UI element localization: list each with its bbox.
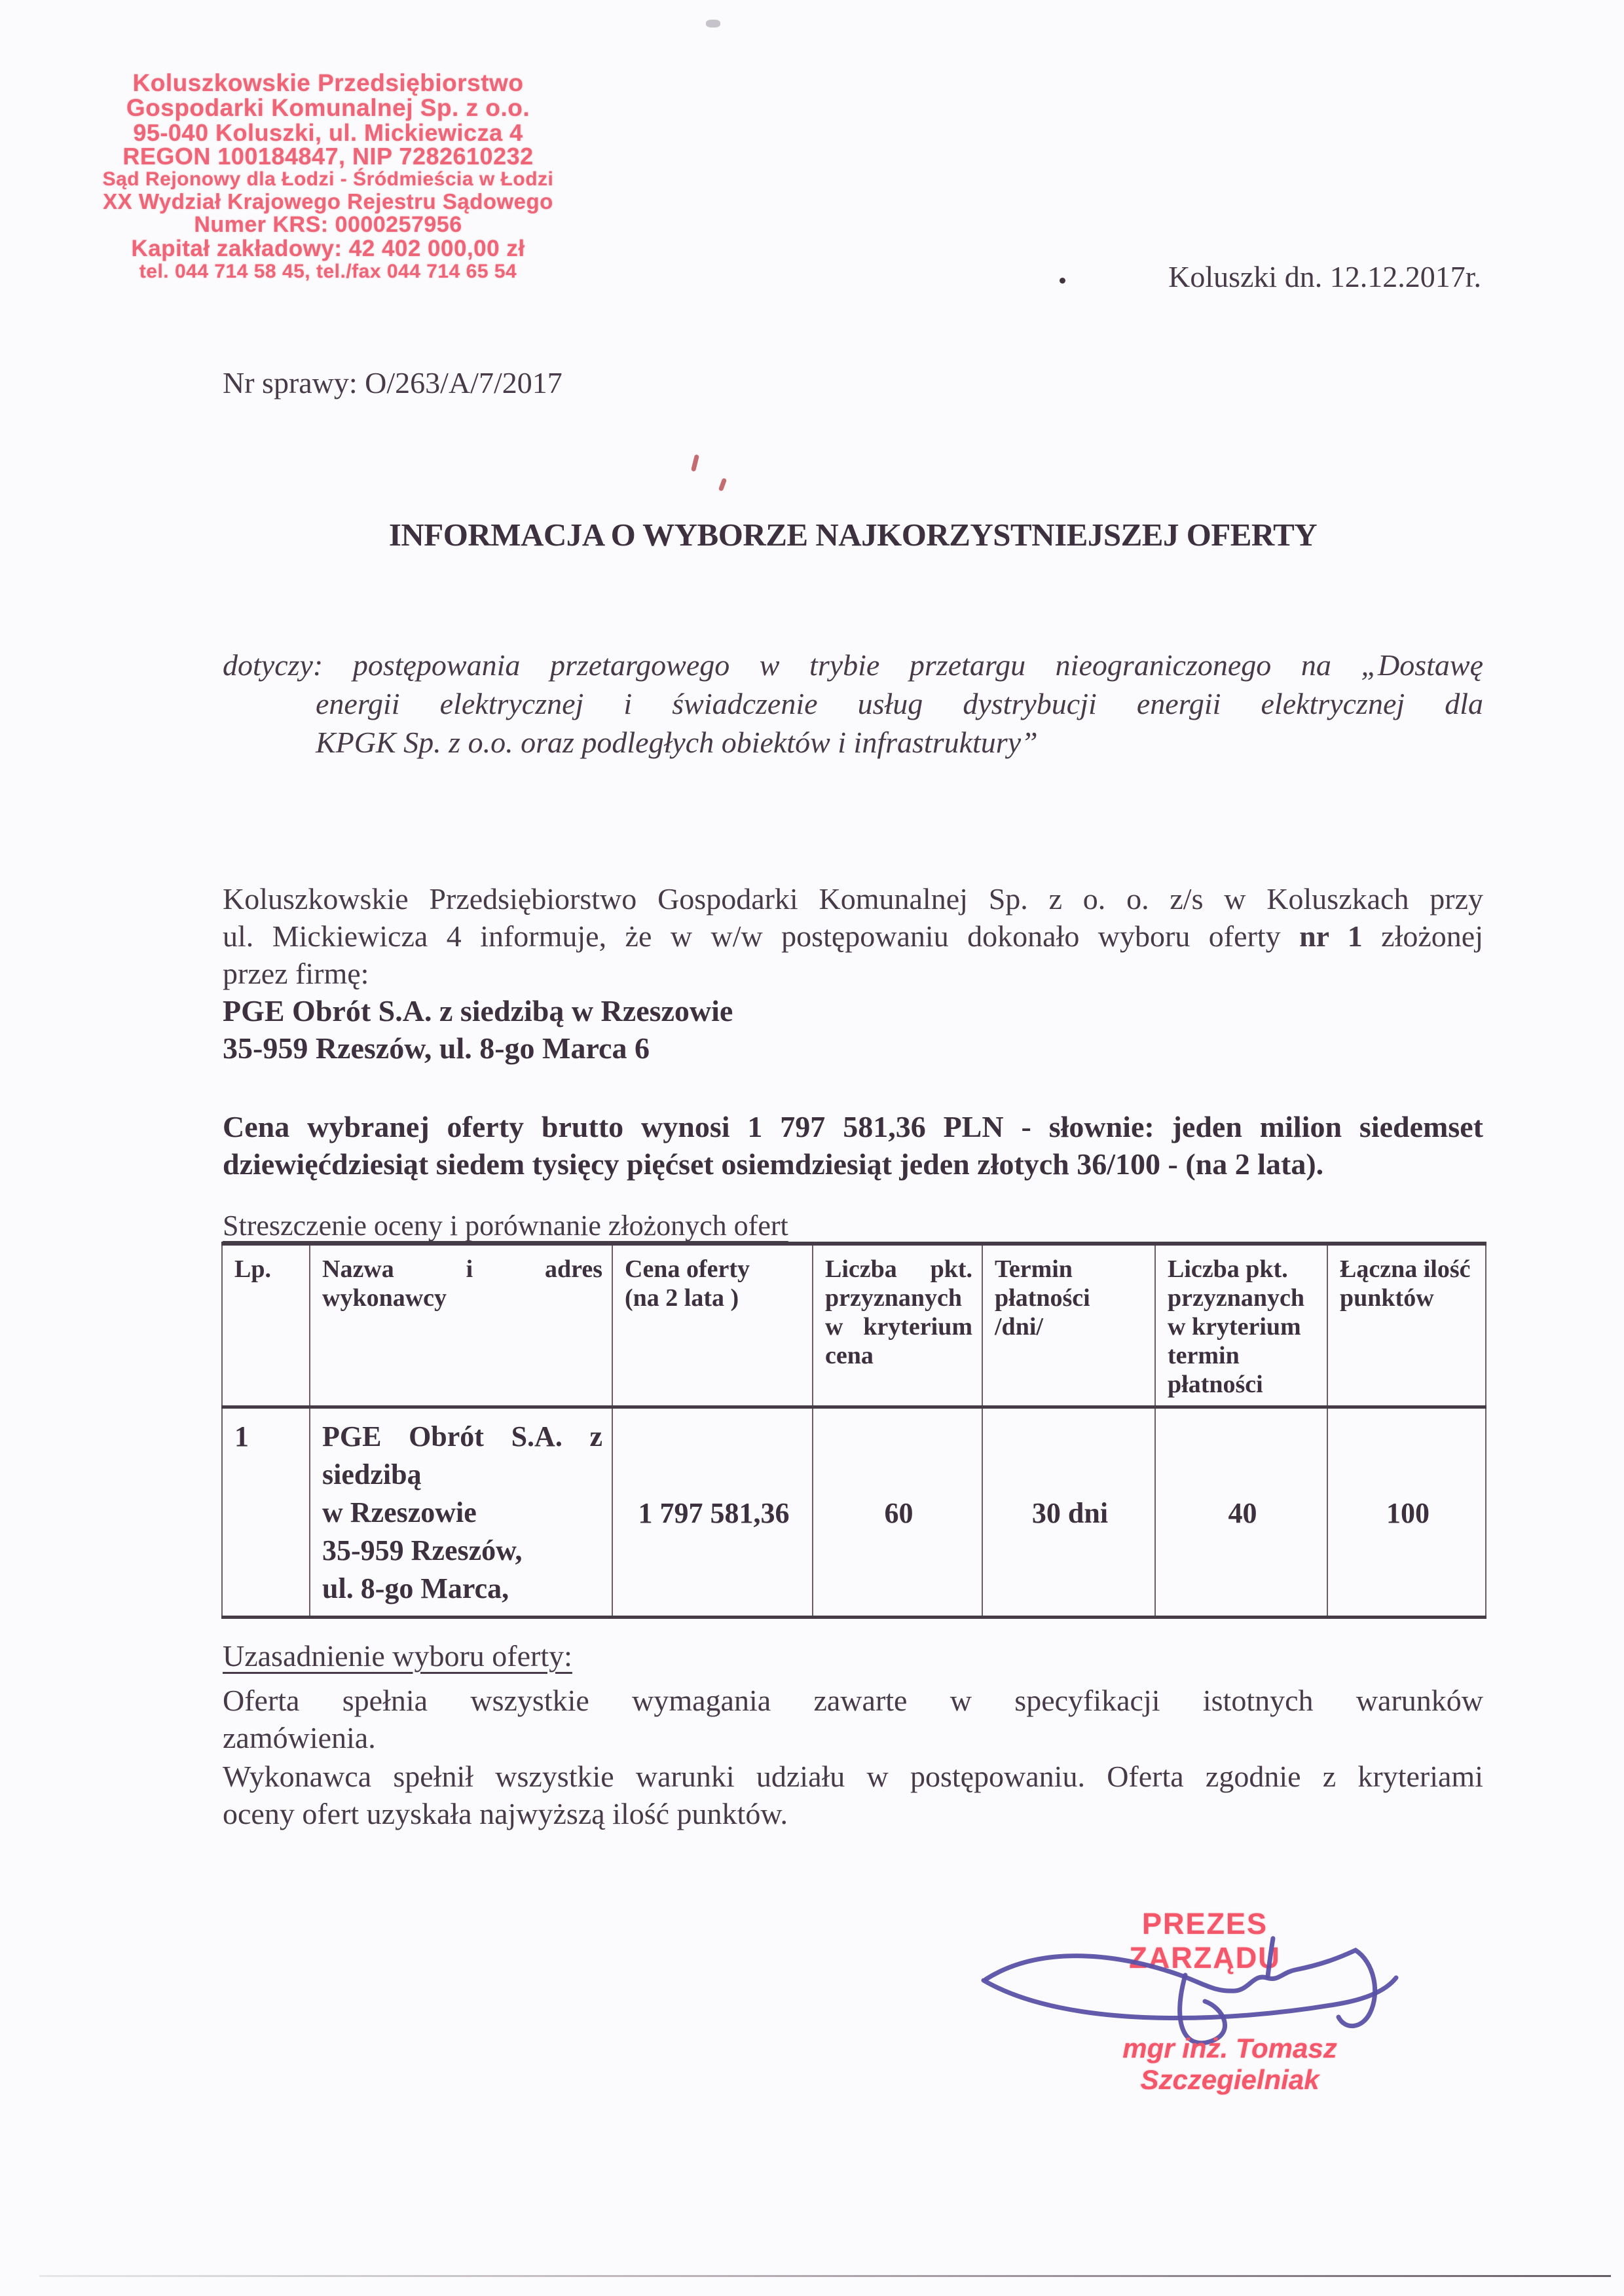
winner-company-address: 35-959 Rzeszów, ul. 8-go Marca 6 — [223, 1031, 650, 1065]
price-line: Cena wybranej oferty brutto wynosi 1 797 581,36 PLN - słownie: jeden milion siedemset — [223, 1110, 1483, 1143]
body-paragraph — [223, 880, 1483, 1067]
price-line: dziewięćdziesiąt siedem tysięcy pięćset osiemdziesiąt jeden złotych 36/100 - (na 2 lata). — [223, 1147, 1324, 1181]
scan-artifact-red-mark — [691, 454, 699, 472]
cell-points-term: 40 — [1155, 1407, 1327, 1618]
subject-line: KPGK Sp. z o.o. oraz podległych obiektów i infrastruktury” — [316, 726, 1038, 759]
table-row — [222, 1407, 1486, 1618]
signatory-name-stamp: mgr inż. Tomasz Szczegielniak — [1122, 2033, 1337, 2095]
body-line-text: ul. Mickiewicza 4 informuje, że w w/w postępowaniu dokonało wyboru oferty — [223, 919, 1300, 953]
winner-company-name: PGE Obrót S.A. z siedzibą w Rzeszowie — [223, 994, 733, 1028]
header-points-term: Liczba pkt. przyznanych w kryterium termin płatności — [1155, 1244, 1327, 1407]
stamp-line: Gospodarki Komunalnej Sp. z o.o. — [126, 94, 530, 121]
body-line — [223, 917, 1483, 955]
cell-total-points: 100 — [1327, 1407, 1486, 1618]
justification-line: Oferta spełnia wszystkie wymagania zawarte w specyfikacji istotnych warunków — [223, 1684, 1483, 1717]
header-points-price: Liczba pkt. przyznanych w kryterium cena — [813, 1244, 982, 1407]
header-total-points: Łączna ilość punktów — [1327, 1244, 1486, 1407]
justification-paragraph-1 — [223, 1682, 1483, 1756]
scan-artifact-red-mark — [718, 477, 727, 491]
stamp-line: Numer KRS: 0000257956 — [194, 212, 462, 237]
stamp-line: XX Wydział Krajowego Rejestru Sądowego — [103, 189, 553, 213]
stamp-line: Sąd Rejonowy dla Łodzi - Śródmieścia w Łodzi — [102, 168, 554, 190]
justification-heading: Uzasadnienie wyboru oferty: — [223, 1639, 572, 1673]
justification-paragraph-2 — [223, 1758, 1483, 1832]
cell-name-address: PGE Obrót S.A. z siedzibą w Rzeszowie 35-959 Rzeszów, ul. 8-go Marca, — [310, 1407, 612, 1618]
header-lp: Lp. — [222, 1244, 310, 1407]
scan-artifact-edge-line — [39, 2275, 1611, 2277]
justification-line: zamówienia. — [223, 1721, 376, 1754]
place-date-line: Koluszki dn. 12.12.2017r. — [1168, 260, 1481, 293]
page-title: INFORMACJA O WYBORZE NAJKORZYSTNIEJSZEJ OFERTY — [388, 517, 1318, 553]
justification-line: Wykonawca spełnił wszystkie warunki udziału w postępowaniu. Oferta zgodnie z kryteriami — [223, 1760, 1483, 1793]
body-line: przez firmę: — [223, 957, 369, 990]
cell-lp: 1 — [222, 1407, 310, 1618]
header-name-address: Nazwa i adres wykonawcy — [310, 1244, 612, 1407]
price-paragraph — [223, 1108, 1483, 1183]
subject-line: energii elektrycznej i świadczenie usług dystrybucji energii elektrycznej dla — [316, 687, 1483, 720]
signature-role-stamp: PREZES ZARZĄDU — [1129, 1907, 1281, 1974]
stamp-line: tel. 044 714 58 45, tel./fax 044 714 65 54 — [139, 261, 517, 282]
header-offer-price: Cena oferty (na 2 lata ) — [612, 1244, 813, 1407]
stamp-line: Koluszkowskie Przedsiębiorstwo — [132, 69, 524, 96]
stamp-line: 95-040 Koluszki, ul. Mickiewicza 4 — [133, 119, 523, 146]
justification-line: oceny ofert uzyskała najwyższą ilość punktów. — [223, 1797, 788, 1830]
case-number: Nr sprawy: O/263/A/7/2017 — [223, 366, 563, 399]
body-line: Koluszkowskie Przedsiębiorstwo Gospodarki Komunalnej Sp. z o. o. z/s w Koluszkach przy — [223, 882, 1483, 916]
header-payment-term: Termin płatności /dni/ — [982, 1244, 1155, 1407]
offers-table — [221, 1242, 1486, 1619]
cell-offer-price: 1 797 581,36 — [612, 1407, 813, 1618]
subject-line: dotyczy: postępowania przetargowego w trybie przetargu nieograniczonego na „Dostawę — [223, 648, 1483, 682]
cell-payment-term: 30 dni — [982, 1407, 1155, 1618]
scan-artifact-speck — [706, 20, 720, 28]
table-caption: Streszczenie oceny i porównanie złożonych ofert — [223, 1210, 788, 1242]
cell-points-price: 60 — [813, 1407, 982, 1618]
subject-paragraph — [223, 646, 1483, 762]
stamp-line: Kapitał zakładowy: 42 402 000,00 zł — [131, 236, 525, 261]
offer-number: nr 1 — [1299, 919, 1363, 953]
body-line-text: złożonej — [1362, 919, 1483, 953]
company-stamp — [97, 71, 559, 282]
table-header-row — [222, 1244, 1486, 1407]
stamp-line: REGON 100184847, NIP 7282610232 — [122, 143, 534, 170]
